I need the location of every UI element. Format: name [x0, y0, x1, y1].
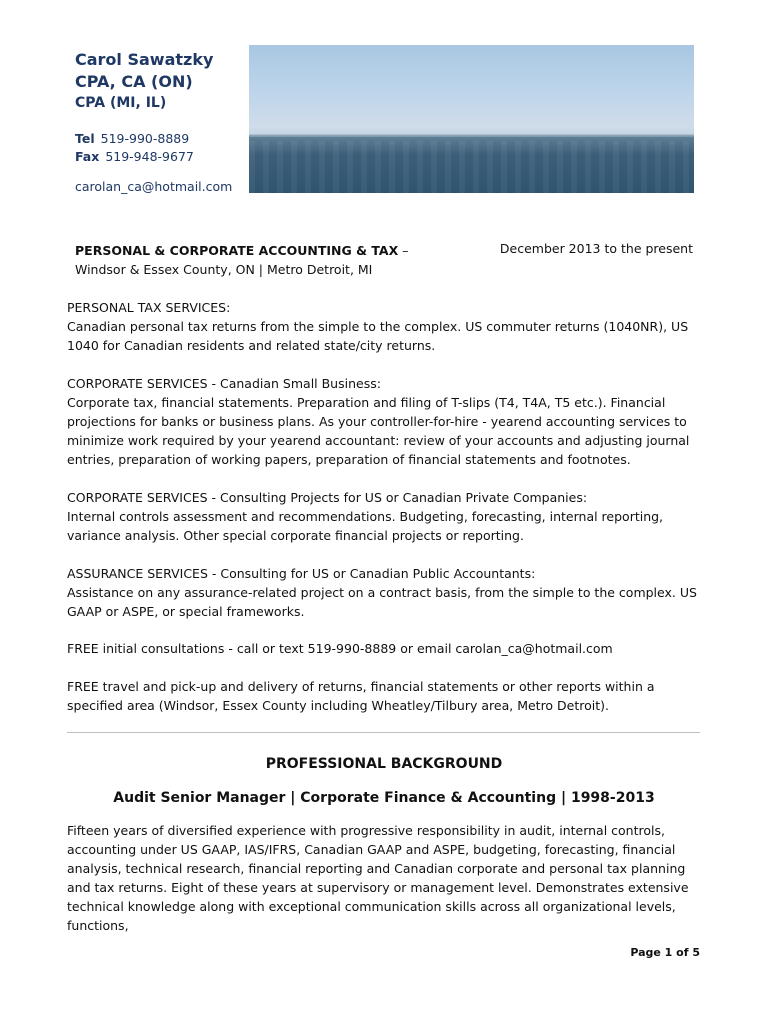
- tel-number: 519-990-8889: [100, 131, 190, 146]
- service-heading: PERSONAL TAX SERVICES:: [67, 300, 231, 315]
- lake-photo: [249, 45, 694, 193]
- free-travel-line: [67, 677, 707, 715]
- service-heading: ASSURANCE SERVICES - Consulting for US or Canadian Public Accountants:: [67, 566, 536, 581]
- credential-secondary: CPA (MI, IL): [75, 95, 167, 111]
- service-corporate-consulting: [67, 488, 707, 545]
- section-divider: [67, 732, 700, 733]
- phone-line: [75, 130, 194, 148]
- position-title: PERSONAL & CORPORATE ACCOUNTING & TAX: [75, 243, 399, 258]
- professional-background-summary: [67, 821, 707, 935]
- horizon-line: [249, 135, 694, 137]
- fax-number: 519-948-9677: [105, 149, 194, 164]
- service-text: Canadian personal tax returns from the simple to the complex. US commuter returns (1040NR), US 1040 for Canadian residents and related state/city returns.: [67, 319, 689, 353]
- tel-label: Tel: [75, 131, 95, 146]
- email-link[interactable]: carolan_ca@hotmail.com: [75, 179, 233, 194]
- service-heading: CORPORATE SERVICES - Canadian Small Business:: [67, 376, 381, 391]
- position-location: Windsor & Essex County, ON | Metro Detroit, MI: [75, 262, 373, 277]
- service-personal-tax: [67, 298, 707, 355]
- free-consult-text: FREE initial consultations - call or text 519-990-8889 or email carolan_ca@hotmail.com: [67, 641, 613, 656]
- credential-primary: CPA, CA (ON): [75, 72, 193, 91]
- position-date-range: December 2013 to the present: [499, 241, 693, 256]
- page-number: Page 1 of 5: [630, 946, 700, 959]
- professional-background-heading: PROFESSIONAL BACKGROUND: [265, 756, 503, 772]
- professional-background-subheading: Audit Senior Manager | Corporate Finance & Accounting | 1998-2013: [113, 790, 655, 806]
- free-travel-text: FREE travel and pick-up and delivery of returns, financial statements or other reports within a specified area (Windsor, Essex County including Wheatley/Tilbury area, Metro Detroit).: [67, 679, 655, 713]
- background-text: Fifteen years of diversified experience with progressive responsibility in audit, internal controls, accounting under US GAAP, IAS/IFRS, Canadian GAAP and ASPE, budgeting, forecasting, financial analysis, technical research, financial reporting and Canadian corporate and personal tax planning and tax returns. Eight of these years at supervisory or management level. Demonstrates extensive technical knowledge along with exceptional communication skills across all organizational levels, functions,: [67, 823, 689, 933]
- free-consult-line: [67, 639, 707, 658]
- position-block: [75, 241, 408, 279]
- fax-line: [75, 148, 194, 166]
- service-text: Internal controls assessment and recommendations. Budgeting, forecasting, internal reporting, variance analysis. Other special corporate financial projects or reporting.: [67, 509, 664, 543]
- header-name-block: [75, 49, 213, 113]
- contact-block: [75, 130, 194, 166]
- service-assurance: [67, 564, 707, 621]
- person-name: Carol Sawatzky: [75, 50, 214, 69]
- fax-label: Fax: [75, 149, 100, 164]
- water-glint: [249, 141, 694, 193]
- service-heading: CORPORATE SERVICES - Consulting Projects for US or Canadian Private Companies:: [67, 490, 588, 505]
- service-text: Assistance on any assurance-related project on a contract basis, from the simple to the complex. US GAAP or ASPE, or special frameworks.: [67, 585, 697, 619]
- service-corporate-small-business: [67, 374, 707, 469]
- service-text: Corporate tax, financial statements. Preparation and filing of T-slips (T4, T4A, T5 etc.). Financial projections for banks or business plans. As your controller-for-hire - yearend accounting services to minimize work required by your yearend accountant: review of your accounts and adjusting journal entries, preparation of working papers, preparation of financial statements and footnotes.: [67, 395, 690, 467]
- position-dash: –: [398, 243, 409, 258]
